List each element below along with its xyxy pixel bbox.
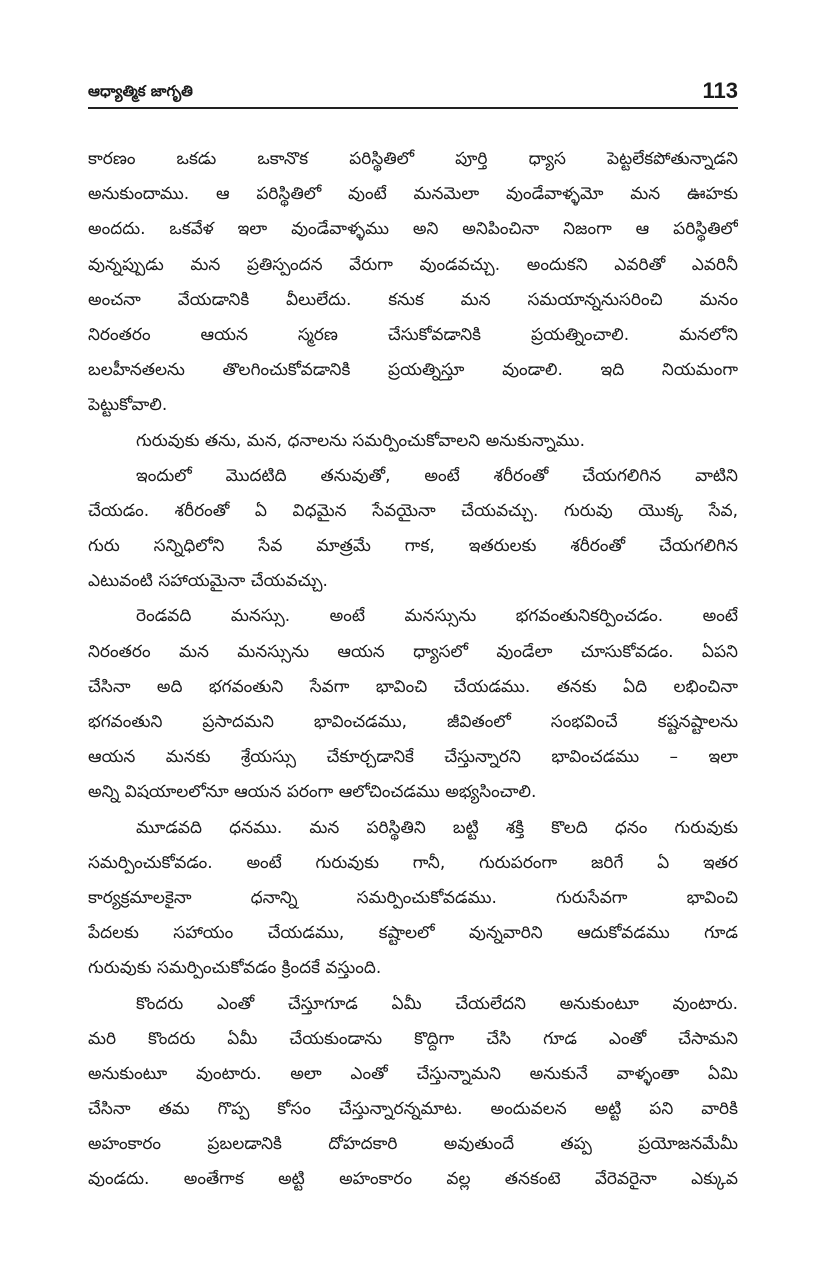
text-line: చేయడం. శరీరంతో ఏ విధమైన సేవయైనా చేయవచ్చు. గురువు యొక్క సేవ, — [88, 500, 738, 521]
text-line: కార్యక్రమాలకైనా ధనాన్ని సమర్పించుకోవడము. గురుసేవగా భావించి — [88, 887, 738, 908]
text-line: గురువుకు సమర్పించుకోవడం క్రిందకే వస్తుంది. — [88, 958, 382, 979]
text-line: మరి కొందరు ఏమీ చేయకుండాను కొద్దిగా చేసి గూడ ఎంతో చేసామని — [88, 1028, 738, 1049]
text-line: కొందరు ఎంతో చేస్తూగూడ ఏమీ చేయలేదని అనుకుంటూ వుంటారు. — [136, 993, 738, 1014]
text-line: గురువుకు తను, మన, ధనాలను సమర్పించుకోవాలని అనుకున్నాము. — [136, 430, 585, 451]
text-line: అనుకుందాము. ఆ పరిస్థితిలో వుంటే మనమెలా వుండేవాళ్ళమో మన ఊహకు — [88, 184, 738, 205]
page-number: 113 — [702, 78, 738, 103]
text-line: పెట్టుకోవాలి. — [88, 395, 168, 416]
text-line: నిరంతరం ఆయన స్మరణ చేసుకోవడానికి ప్రయత్నించాలి. మనలోని — [88, 324, 738, 345]
text-line: వున్నప్పుడు మన ప్రతిస్పందన వేరుగా వుండవచ్చు. అందుకని ఎవరితో ఎవరినీ — [88, 254, 738, 275]
text-line: చేసినా తమ గొప్ప కోసం చేస్తున్నారన్నమాట. అందువలన అట్టి పని వారికి — [88, 1099, 738, 1120]
text-line: బలహీనతలను తొలగించుకోవడానికి ప్రయత్నిస్తూ వుండాలి. ఇది నియమంగా — [88, 360, 738, 381]
text-line: రెండవది మనస్సు. అంటే మనస్సును భగవంతునికర్పించడం. అంటే — [136, 606, 738, 627]
page-header — [88, 78, 738, 108]
text-line: వుండదు. అంతేగాక అట్టి అహంకారం వల్ల తనకంటె వేరెవరైనా ఎక్కువ — [88, 1169, 738, 1190]
text-line: మూడవది ధనము. మన పరిస్థితిని బట్టి శక్తి కొలది ధనం గురువుకు — [136, 817, 738, 838]
text-line: పేదలకు సహాయం చేయడము, కష్టాలలో వున్నవారిని ఆదుకోవడము గూడ — [88, 923, 738, 944]
text-line: కారణం ఒకడు ఒకానొక పరిస్థితిలో పూర్తి ధ్యాస పెట్టలేకపోతున్నాడని — [88, 149, 738, 169]
header-divider — [88, 107, 738, 109]
text-line: చేసినా అది భగవంతుని సేవగా భావించి చేయడము. తనకు ఏది లభించినా — [88, 676, 738, 697]
text-line: అన్ని విషయాలలోనూ ఆయన పరంగా ఆలోచించడము అభ్యసించాలి. — [88, 782, 537, 803]
body-text — [88, 142, 738, 1198]
text-line: ఎటువంటి సహాయమైనా చేయవచ్చు. — [88, 571, 328, 592]
text-line: గురు సన్నిధిలోని సేవ మాత్రమే గాక, ఇతరులకు శరీరంతో చేయగలిగిన — [88, 536, 738, 557]
text-line: అనుకుంటూ వుంటారు. అలా ఎంతో చేస్తున్నామని అనుకునే వాళ్ళంతా ఏమి — [88, 1063, 738, 1084]
text-line: అహంకారం ప్రబలడానికి దోహదకారి అవుతుందే తప్ప ప్రయోజనమేమీ — [88, 1134, 738, 1155]
text-line: సమర్పించుకోవడం. అంటే గురువుకు గానీ, గురుపరంగా జరిగే ఏ ఇతర — [88, 852, 738, 873]
text-line: ఇందులో మొదటిది తనువుతో, అంటే శరీరంతో చేయగలిగిన వాటిని — [136, 465, 738, 486]
text-line: నిరంతరం మన మనస్సును ఆయన ధ్యాసలో వుండేలా చూసుకోవడం. ఏపని — [88, 641, 738, 662]
running-header-title: ఆధ్యాత్మిక జాగృతి — [88, 82, 193, 100]
text-line: ఆయన మనకు శ్రేయస్సు చేకూర్చడానికే చేస్తున్నారని భావించడము – ఇలా — [88, 747, 738, 768]
text-line: భగవంతుని ప్రసాదమని భావించడము, జీవితంలో సంభవించే కష్టనష్టాలను — [88, 712, 738, 732]
text-line: అంచనా వేయడానికి వీలులేదు. కనుక మన సమయాన్ననుసరించి మనం — [88, 289, 738, 310]
text-line: అందదు. ఒకవేళ ఇలా వుండేవాళ్ళము అని అనిపించినా నిజంగా ఆ పరిస్థితిలో — [88, 219, 738, 240]
